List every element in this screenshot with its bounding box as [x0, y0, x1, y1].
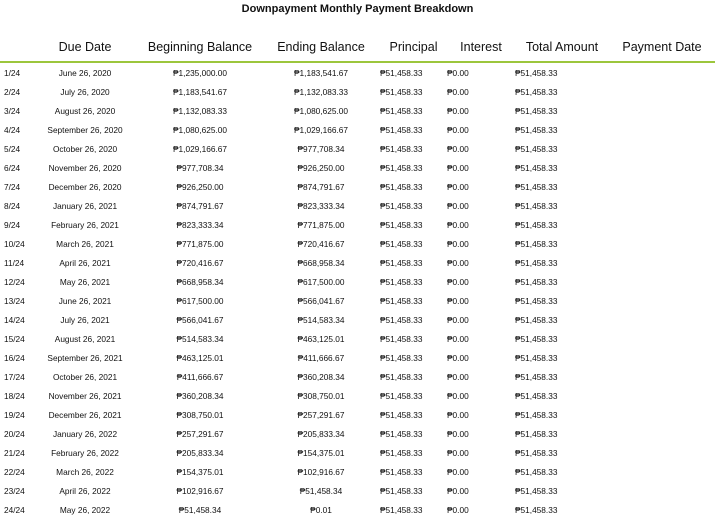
- beginning-balance-cell: ₱977,708.34: [176, 162, 224, 173]
- principal-cell: ₱51,458.33: [380, 314, 423, 325]
- due-date-cell: June 26, 2021: [58, 295, 112, 306]
- due-date-cell: May 26, 2021: [59, 276, 111, 287]
- principal-cell: ₱51,458.33: [380, 371, 423, 382]
- principal-cell: ₱51,458.33: [380, 333, 423, 344]
- payment-date-cell: [609, 500, 715, 519]
- payment-date-cell: [609, 386, 715, 405]
- principal-cell: ₱51,458.33: [380, 447, 423, 458]
- interest-cell: ₱0.00: [447, 447, 469, 458]
- total-amount-cell: ₱51,458.33: [515, 219, 558, 230]
- ending-balance-cell: ₱154,375.01: [297, 447, 345, 458]
- interest-cell: ₱0.00: [447, 124, 469, 135]
- total-amount-cell: ₱51,458.33: [515, 67, 558, 78]
- installment-number-cell: 5/24: [4, 143, 21, 154]
- ending-balance-cell: ₱1,183,541.67: [294, 67, 348, 78]
- due-date-cell: April 26, 2022: [59, 485, 111, 496]
- principal-cell: ₱51,458.33: [380, 238, 423, 249]
- payment-date-cell: [609, 462, 715, 481]
- principal-cell: ₱51,458.33: [380, 466, 423, 477]
- beginning-balance-cell: ₱1,080,625.00: [173, 124, 227, 135]
- principal-cell: ₱51,458.33: [380, 295, 423, 306]
- payment-date-cell: [609, 291, 715, 310]
- due-date-cell: July 26, 2021: [60, 314, 110, 325]
- principal-cell: ₱51,458.33: [380, 428, 423, 439]
- due-date-cell: January 26, 2021: [52, 200, 118, 211]
- total-amount-cell: ₱51,458.33: [515, 295, 558, 306]
- beginning-balance-cell: ₱463,125.01: [176, 352, 224, 363]
- ending-balance-cell: ₱360,208.34: [297, 371, 345, 382]
- due-date-cell: September 26, 2020: [47, 124, 123, 135]
- payment-date-cell: [609, 481, 715, 500]
- table-row: [0, 101, 715, 120]
- interest-cell: ₱0.00: [447, 352, 469, 363]
- ending-balance-cell: ₱205,833.34: [297, 428, 345, 439]
- payment-date-cell: [609, 120, 715, 139]
- beginning-balance-cell: ₱257,291.67: [176, 428, 224, 439]
- installment-number-cell: 20/24: [4, 428, 25, 439]
- table-row: [0, 139, 715, 158]
- table-row: [0, 500, 715, 519]
- principal-cell: ₱51,458.33: [380, 67, 423, 78]
- total-amount-cell: ₱51,458.33: [515, 485, 558, 496]
- total-amount-cell: ₱51,458.33: [515, 200, 558, 211]
- ending-balance-cell: ₱257,291.67: [297, 409, 345, 420]
- table-row: [0, 405, 715, 424]
- beginning-balance-cell: ₱566,041.67: [176, 314, 224, 325]
- payment-date-cell: [609, 177, 715, 196]
- beginning-balance-cell: ₱1,029,166.67: [173, 143, 227, 154]
- interest-cell: ₱0.00: [447, 219, 469, 230]
- interest-cell: ₱0.00: [447, 314, 469, 325]
- installment-number-cell: 15/24: [4, 333, 25, 344]
- total-amount-cell: ₱51,458.33: [515, 162, 558, 173]
- table-row: [0, 462, 715, 481]
- payment-date-cell: [609, 272, 715, 291]
- ending-balance-cell: ₱411,666.67: [297, 352, 345, 363]
- due-date-cell: February 26, 2022: [51, 447, 119, 458]
- table-row: [0, 424, 715, 443]
- table-row: [0, 291, 715, 310]
- payment-date-cell: [609, 348, 715, 367]
- beginning-balance-cell: ₱720,416.67: [176, 257, 224, 268]
- interest-cell: ₱0.00: [447, 428, 469, 439]
- table-body: [0, 62, 715, 519]
- interest-cell: ₱0.00: [447, 86, 469, 97]
- ending-balance-cell: ₱0.01: [310, 504, 332, 515]
- page-title: Downpayment Monthly Payment Breakdown: [241, 3, 474, 15]
- table-row: [0, 62, 715, 82]
- table-row: [0, 234, 715, 253]
- principal-cell: ₱51,458.33: [380, 504, 423, 515]
- table-row: [0, 82, 715, 101]
- due-date-cell: August 26, 2020: [54, 105, 116, 116]
- principal-cell: ₱51,458.33: [380, 409, 423, 420]
- due-date-cell: November 26, 2020: [48, 162, 122, 173]
- interest-cell: ₱0.00: [447, 105, 469, 116]
- ending-balance-cell: ₱308,750.01: [297, 390, 345, 401]
- installment-number-cell: 12/24: [4, 276, 25, 287]
- table-row: [0, 329, 715, 348]
- table-row: [0, 443, 715, 462]
- beginning-balance-cell: ₱1,183,541.67: [173, 86, 227, 97]
- principal-cell: ₱51,458.33: [380, 86, 423, 97]
- installment-number-cell: 11/24: [4, 257, 25, 268]
- header-installment: [0, 33, 32, 62]
- principal-cell: ₱51,458.33: [380, 200, 423, 211]
- installment-number-cell: 24/24: [4, 504, 25, 515]
- ending-balance-cell: ₱874,791.67: [297, 181, 345, 192]
- ending-balance-cell: ₱926,250.00: [297, 162, 345, 173]
- header-interest: Interest: [447, 33, 515, 62]
- ending-balance-cell: ₱1,029,166.67: [294, 124, 348, 135]
- ending-balance-cell: ₱1,132,083.33: [294, 86, 348, 97]
- beginning-balance-cell: ₱102,916.67: [176, 485, 224, 496]
- header-row: [0, 33, 715, 62]
- interest-cell: ₱0.00: [447, 466, 469, 477]
- ending-balance-cell: ₱51,458.34: [299, 485, 343, 496]
- table-row: [0, 348, 715, 367]
- payment-date-cell: [609, 101, 715, 120]
- due-date-cell: October 26, 2021: [52, 371, 118, 382]
- payment-date-cell: [609, 405, 715, 424]
- principal-cell: ₱51,458.33: [380, 257, 423, 268]
- total-amount-cell: ₱51,458.33: [515, 124, 558, 135]
- due-date-cell: July 26, 2020: [60, 86, 110, 97]
- principal-cell: ₱51,458.33: [380, 124, 423, 135]
- total-amount-cell: ₱51,458.33: [515, 390, 558, 401]
- table-row: [0, 196, 715, 215]
- installment-number-cell: 3/24: [4, 105, 21, 116]
- installment-number-cell: 23/24: [4, 485, 25, 496]
- installment-number-cell: 13/24: [4, 295, 25, 306]
- header-payment-date: Payment Date: [609, 33, 715, 62]
- payment-date-cell: [609, 234, 715, 253]
- total-amount-cell: ₱51,458.33: [515, 143, 558, 154]
- interest-cell: ₱0.00: [447, 371, 469, 382]
- installment-number-cell: 16/24: [4, 352, 25, 363]
- beginning-balance-cell: ₱874,791.67: [176, 200, 224, 211]
- installment-number-cell: 14/24: [4, 314, 25, 325]
- total-amount-cell: ₱51,458.33: [515, 466, 558, 477]
- beginning-balance-cell: ₱51,458.34: [178, 504, 222, 515]
- payment-date-cell: [609, 310, 715, 329]
- total-amount-cell: ₱51,458.33: [515, 86, 558, 97]
- total-amount-cell: ₱51,458.33: [515, 257, 558, 268]
- interest-cell: ₱0.00: [447, 238, 469, 249]
- due-date-cell: June 26, 2020: [58, 67, 112, 78]
- due-date-cell: February 26, 2021: [51, 219, 119, 230]
- total-amount-cell: ₱51,458.33: [515, 409, 558, 420]
- due-date-cell: September 26, 2021: [47, 352, 123, 363]
- table-row: [0, 177, 715, 196]
- interest-cell: ₱0.00: [447, 67, 469, 78]
- installment-number-cell: 17/24: [4, 371, 25, 382]
- principal-cell: ₱51,458.33: [380, 162, 423, 173]
- principal-cell: ₱51,458.33: [380, 276, 423, 287]
- interest-cell: ₱0.00: [447, 295, 469, 306]
- ending-balance-cell: ₱102,916.67: [297, 466, 345, 477]
- beginning-balance-cell: ₱205,833.34: [176, 447, 224, 458]
- table-row: [0, 272, 715, 291]
- ending-balance-cell: ₱514,583.34: [297, 314, 345, 325]
- installment-number-cell: 10/24: [4, 238, 25, 249]
- total-amount-cell: ₱51,458.33: [515, 371, 558, 382]
- payment-date-cell: [609, 196, 715, 215]
- total-amount-cell: ₱51,458.33: [515, 352, 558, 363]
- interest-cell: ₱0.00: [447, 409, 469, 420]
- installment-number-cell: 7/24: [4, 181, 21, 192]
- due-date-cell: December 26, 2020: [48, 181, 122, 192]
- beginning-balance-cell: ₱360,208.34: [176, 390, 224, 401]
- total-amount-cell: ₱51,458.33: [515, 238, 558, 249]
- table-row: [0, 386, 715, 405]
- installment-number-cell: 18/24: [4, 390, 25, 401]
- payment-date-cell: [609, 367, 715, 386]
- header-due-date: Due Date: [32, 33, 138, 62]
- interest-cell: ₱0.00: [447, 333, 469, 344]
- principal-cell: ₱51,458.33: [380, 390, 423, 401]
- due-date-cell: May 26, 2022: [59, 504, 111, 515]
- interest-cell: ₱0.00: [447, 181, 469, 192]
- total-amount-cell: ₱51,458.33: [515, 447, 558, 458]
- beginning-balance-cell: ₱926,250.00: [176, 181, 224, 192]
- ending-balance-cell: ₱1,080,625.00: [294, 105, 348, 116]
- payment-date-cell: [609, 82, 715, 101]
- beginning-balance-cell: ₱154,375.01: [176, 466, 224, 477]
- payment-date-cell: [609, 424, 715, 443]
- installment-number-cell: 1/24: [4, 67, 21, 78]
- beginning-balance-cell: ₱617,500.00: [176, 295, 224, 306]
- total-amount-cell: ₱51,458.33: [515, 504, 558, 515]
- interest-cell: ₱0.00: [447, 200, 469, 211]
- table-row: [0, 310, 715, 329]
- interest-cell: ₱0.00: [447, 162, 469, 173]
- ending-balance-cell: ₱668,958.34: [297, 257, 345, 268]
- payment-table: [0, 33, 715, 519]
- payment-date-cell: [609, 158, 715, 177]
- ending-balance-cell: ₱823,333.34: [297, 200, 345, 211]
- payment-date-cell: [609, 215, 715, 234]
- table-row: [0, 253, 715, 272]
- interest-cell: ₱0.00: [447, 504, 469, 515]
- due-date-cell: December 26, 2021: [48, 409, 122, 420]
- ending-balance-cell: ₱977,708.34: [297, 143, 345, 154]
- due-date-cell: August 26, 2021: [54, 333, 116, 344]
- header-ending-balance: Ending Balance: [262, 33, 380, 62]
- installment-number-cell: 8/24: [4, 200, 21, 211]
- due-date-cell: March 26, 2021: [56, 238, 114, 249]
- total-amount-cell: ₱51,458.33: [515, 428, 558, 439]
- due-date-cell: November 26, 2021: [48, 390, 122, 401]
- header-beginning-balance: Beginning Balance: [138, 33, 262, 62]
- table-row: [0, 481, 715, 500]
- ending-balance-cell: ₱566,041.67: [297, 295, 345, 306]
- installment-number-cell: 2/24: [4, 86, 21, 97]
- beginning-balance-cell: ₱308,750.01: [176, 409, 224, 420]
- table-row: [0, 120, 715, 139]
- principal-cell: ₱51,458.33: [380, 181, 423, 192]
- beginning-balance-cell: ₱668,958.34: [176, 276, 224, 287]
- table-header: [0, 33, 715, 62]
- installment-number-cell: 6/24: [4, 162, 21, 173]
- interest-cell: ₱0.00: [447, 257, 469, 268]
- principal-cell: ₱51,458.33: [380, 352, 423, 363]
- installment-number-cell: 4/24: [4, 124, 21, 135]
- beginning-balance-cell: ₱771,875.00: [176, 238, 224, 249]
- payment-date-cell: [609, 139, 715, 158]
- due-date-cell: January 26, 2022: [52, 428, 118, 439]
- ending-balance-cell: ₱463,125.01: [297, 333, 345, 344]
- beginning-balance-cell: ₱1,132,083.33: [173, 105, 227, 116]
- interest-cell: ₱0.00: [447, 485, 469, 496]
- total-amount-cell: ₱51,458.33: [515, 314, 558, 325]
- beginning-balance-cell: ₱514,583.34: [176, 333, 224, 344]
- principal-cell: ₱51,458.33: [380, 143, 423, 154]
- beginning-balance-cell: ₱411,666.67: [176, 371, 224, 382]
- principal-cell: ₱51,458.33: [380, 485, 423, 496]
- principal-cell: ₱51,458.33: [380, 219, 423, 230]
- table-row: [0, 158, 715, 177]
- header-principal: Principal: [380, 33, 447, 62]
- installment-number-cell: 21/24: [4, 447, 25, 458]
- payment-date-cell: [609, 62, 715, 82]
- payment-date-cell: [609, 253, 715, 272]
- table-row: [0, 215, 715, 234]
- ending-balance-cell: ₱720,416.67: [297, 238, 345, 249]
- total-amount-cell: ₱51,458.33: [515, 105, 558, 116]
- installment-number-cell: 19/24: [4, 409, 25, 420]
- total-amount-cell: ₱51,458.33: [515, 333, 558, 344]
- beginning-balance-cell: ₱823,333.34: [176, 219, 224, 230]
- beginning-balance-cell: ₱1,235,000.00: [173, 67, 227, 78]
- total-amount-cell: ₱51,458.33: [515, 181, 558, 192]
- total-amount-cell: ₱51,458.33: [515, 276, 558, 287]
- principal-cell: ₱51,458.33: [380, 105, 423, 116]
- due-date-cell: March 26, 2022: [56, 466, 114, 477]
- interest-cell: ₱0.00: [447, 390, 469, 401]
- payment-date-cell: [609, 443, 715, 462]
- header-total-amount: Total Amount: [515, 33, 609, 62]
- payment-date-cell: [609, 329, 715, 348]
- interest-cell: ₱0.00: [447, 143, 469, 154]
- table-row: [0, 367, 715, 386]
- due-date-cell: October 26, 2020: [52, 143, 118, 154]
- ending-balance-cell: ₱617,500.00: [297, 276, 345, 287]
- installment-number-cell: 22/24: [4, 466, 25, 477]
- interest-cell: ₱0.00: [447, 276, 469, 287]
- due-date-cell: April 26, 2021: [59, 257, 111, 268]
- ending-balance-cell: ₱771,875.00: [297, 219, 345, 230]
- installment-number-cell: 9/24: [4, 219, 21, 230]
